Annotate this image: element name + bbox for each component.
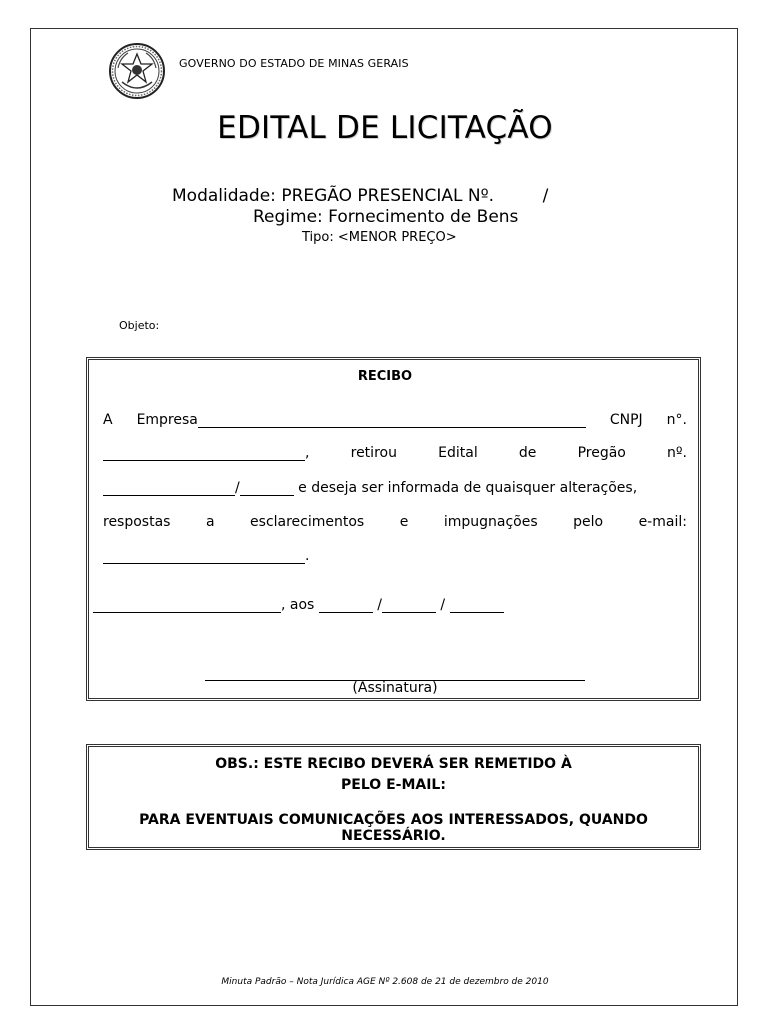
recibo-word: Empresa (136, 412, 198, 428)
month-blank[interactable] (382, 597, 436, 613)
obs-line-1: OBS.: ESTE RECIBO DEVERÁ SER REMETIDO À (215, 756, 572, 772)
pregao-number-blank[interactable] (103, 480, 235, 496)
recibo-word: e-mail: (638, 514, 687, 530)
recibo-word: n°. (666, 412, 687, 428)
recibo-word: esclarecimentos (250, 514, 365, 530)
recibo-word: Edital (438, 445, 478, 461)
recibo-word: pelo (573, 514, 604, 530)
cnpj-blank[interactable] (103, 445, 305, 461)
recibo-word: CNPJ (609, 412, 643, 428)
document-title: EDITAL DE LICITAÇÃO (217, 110, 553, 146)
recibo-word: A (103, 412, 113, 428)
recibo-word: . (305, 548, 310, 564)
objeto-label: Objeto: (119, 319, 160, 332)
recibo-line-4 (103, 514, 687, 530)
recibo-word: respostas (103, 514, 171, 530)
pregao-year-blank[interactable] (240, 480, 294, 496)
recibo-word: nº. (667, 445, 687, 461)
recibo-date-line (93, 597, 504, 613)
city-blank[interactable] (93, 597, 281, 613)
state-coat-of-arms-icon (108, 42, 166, 100)
email-blank[interactable] (103, 548, 305, 564)
recibo-word: / (377, 597, 382, 613)
regime-line: Regime: Fornecimento de Bens (253, 207, 519, 227)
recibo-word: / (440, 597, 446, 613)
recibo-word: a (205, 514, 215, 530)
recibo-line-2 (103, 445, 687, 461)
footer-note: Minuta Padrão – Nota Jurídica AGE Nº 2.608 de 21 de dezembro de 2010 (221, 977, 549, 987)
recibo-word: retirou (350, 445, 397, 461)
recibo-word: de (518, 445, 537, 461)
recibo-line-3 (103, 480, 637, 496)
obs-line-2: PELO E-MAIL: (341, 777, 446, 793)
recibo-text: e deseja ser informada de quaisquer alterações, (298, 480, 638, 496)
signature-label: (Assinatura) (352, 680, 438, 696)
recibo-word: impugnações (443, 514, 538, 530)
obs-line-4: NECESSÁRIO. (341, 828, 446, 844)
year-blank[interactable] (450, 597, 504, 613)
modalidade-line: Modalidade: PREGÃO PRESENCIAL Nº. / (172, 186, 549, 206)
recibo-word: e (399, 514, 409, 530)
tipo-line: Tipo: <MENOR PREÇO> (302, 230, 457, 245)
recibo-word: / (235, 480, 240, 496)
recibo-line-1 (103, 412, 687, 428)
government-header: GOVERNO DO ESTADO DE MINAS GERAIS (179, 57, 409, 70)
recibo-word: , aos (281, 597, 315, 613)
recibo-line-5 (103, 548, 309, 564)
obs-line-3: PARA EVENTUAIS COMUNICAÇÕES AOS INTERESSADOS, QUANDO (139, 812, 648, 828)
day-blank[interactable] (319, 597, 373, 613)
recibo-word: Pregão (577, 445, 626, 461)
recibo-word: , (305, 445, 310, 461)
recibo-title: RECIBO (357, 369, 413, 384)
empresa-blank[interactable] (198, 412, 586, 428)
